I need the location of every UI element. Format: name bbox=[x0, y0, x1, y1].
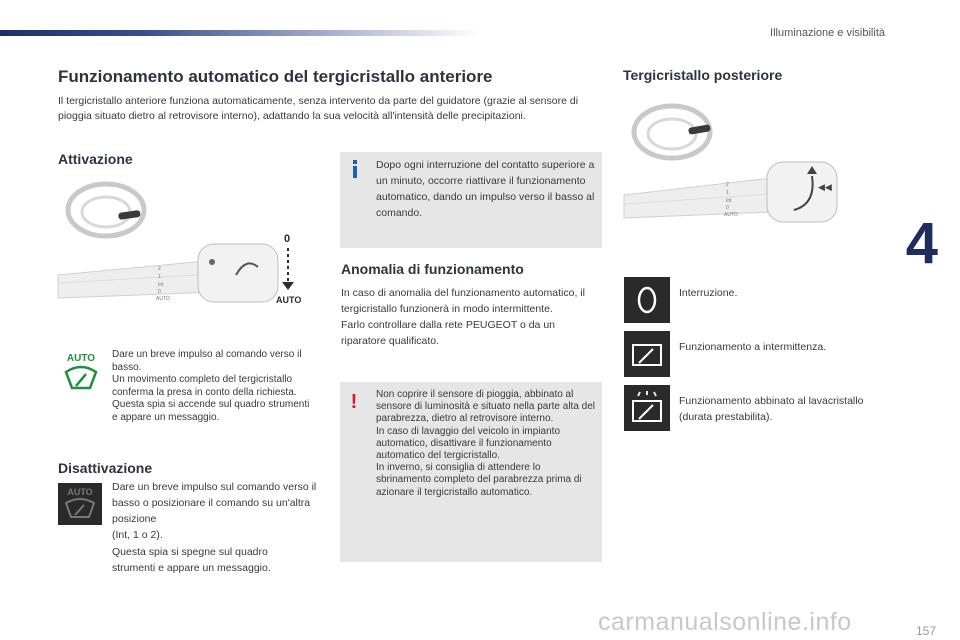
auto-off-label: AUTO bbox=[67, 487, 93, 497]
auto-indicator-off-tile bbox=[58, 483, 102, 525]
stop-icon bbox=[624, 277, 670, 323]
deactivation-text-2: Questa spia si spegne sul quadro strumenti e appare un messaggio. bbox=[112, 546, 271, 574]
activation-title: Attivazione bbox=[58, 151, 133, 167]
lever-pos-int: Int bbox=[158, 282, 164, 288]
lever-pos-2: 2 bbox=[158, 266, 161, 272]
info-box-text: Dopo ogni interruzione del contatto superiore a un minuto, occorre riattivare il funzionamento automatico, dando un impulso verso il basso al comando. bbox=[376, 159, 595, 219]
deactivation-text-1: Dare un breve impulso sul comando verso il basso o posizionare il comando su un'altra posizione (Int, 1 o 2). bbox=[112, 481, 317, 541]
front-wiper-lever-illustration bbox=[56, 180, 306, 325]
rear-pos-0: 0 bbox=[726, 205, 729, 211]
rear-item-intermittent-tile bbox=[624, 331, 670, 377]
malfunction-text: In caso di anomalia del funzionamento automatico, il tergicristallo funzionerà in modo intermittente. Farlo controllare dalla rete PEUGEOT o da un riparatore qualificato. bbox=[341, 287, 585, 347]
warning-box-text: Non coprire il sensore di pioggia, abbinato al sensore di luminosità e situato nella parte alta del parabrezza, dietro al retrovisore interno. In caso di lavaggio del veicolo in impianto automatico, disattivare il funzionamento automatico del tergicristallo. In inverno, si consiglia di attendere lo sbrinamento completo del parabrezza prima di azionare il tergicristallo automatico. bbox=[376, 389, 596, 498]
rear-pos-int: Int bbox=[726, 198, 732, 204]
rear-pos-1: 1 bbox=[726, 190, 729, 196]
rear-wiper-title: Tergicristallo posteriore bbox=[623, 67, 783, 83]
rear-wiper-washer-icon bbox=[624, 385, 670, 431]
chapter-number: 4 bbox=[905, 211, 938, 276]
lever-pos-0: 0 bbox=[158, 289, 161, 295]
rear-item-washer-tile bbox=[624, 385, 670, 431]
lever-pos-1: 1 bbox=[158, 274, 161, 280]
rear-pos-auto: AUTO bbox=[724, 212, 738, 218]
svg-text:◀◀: ◀◀ bbox=[818, 182, 832, 192]
lever-tip-icon bbox=[118, 210, 141, 220]
rear-item-stop-tile bbox=[624, 277, 670, 323]
steering-wheel-icon bbox=[68, 184, 144, 236]
lever-pos-auto: AUTO bbox=[156, 296, 170, 302]
page-number: 157 bbox=[915, 624, 936, 638]
arrow-down-icon bbox=[282, 282, 294, 290]
lever-label-auto: AUTO bbox=[276, 295, 302, 305]
auto-wiper-icon bbox=[62, 364, 100, 392]
auto-indicator-label: AUTO bbox=[66, 353, 96, 364]
rear-item-washer-label: Funzionamento abbinato al lavacristallo (durata prestabilita). bbox=[679, 395, 864, 423]
info-icon bbox=[350, 160, 360, 178]
rear-item-stop-label: Interruzione. bbox=[679, 287, 738, 299]
auto-wiper-off-icon bbox=[58, 497, 102, 521]
auto-wiper-indicator bbox=[62, 353, 100, 397]
rear-pos-2: 2 bbox=[726, 182, 729, 188]
header-gradient-bar bbox=[0, 30, 480, 36]
rear-wiper-icon bbox=[624, 331, 670, 377]
section-name: Illuminazione e visibilità bbox=[770, 27, 885, 39]
intro-text: Il tergicristallo anteriore funziona automaticamente, senza intervento da parte del guidatore (grazie al sensore di pioggia situato dietro al retrovisore interno), adattando la sua velocità all'intensità delle precipitazioni. bbox=[58, 95, 579, 122]
rear-wiper-lever-illustration bbox=[622, 100, 862, 240]
page-title: Funzionamento automatico del tergicristallo anteriore bbox=[58, 67, 493, 86]
watermark: carmanualsonline.info bbox=[598, 608, 852, 636]
malfunction-title: Anomalia di funzionamento bbox=[341, 261, 524, 277]
activation-text: Dare un breve impulso al comando verso il basso. Un movimento completo del tergicristallo conferma la presa in conto della richiesta. Questa spia si accende sul quadro strumenti e appare un messaggio. bbox=[112, 349, 310, 423]
rear-item-intermittent-label: Funzionamento a intermittenza. bbox=[679, 341, 827, 353]
deactivation-title: Disattivazione bbox=[58, 460, 153, 476]
lever-label-0: 0 bbox=[284, 233, 291, 245]
warning-exclamation-icon: ! bbox=[350, 391, 358, 413]
